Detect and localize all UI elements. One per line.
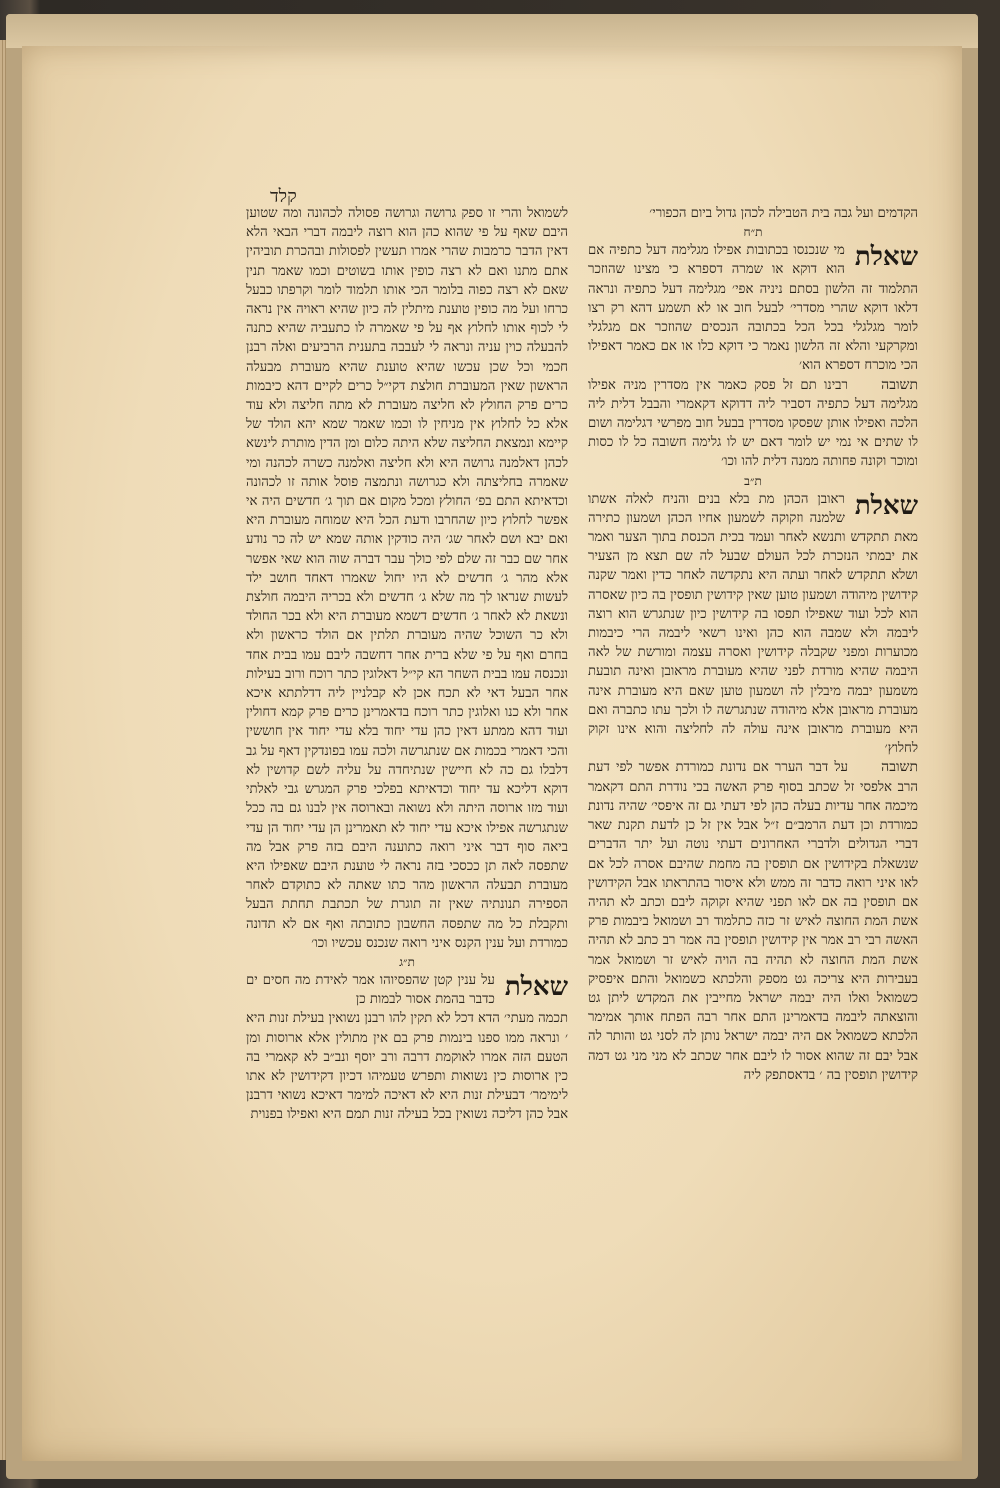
question-block-3: [246, 971, 568, 1125]
question-block-1: [588, 241, 918, 375]
right-column: [588, 204, 918, 1085]
question-block-2: [588, 490, 918, 759]
question-text: ראובן הכהן מת בלא בנים והניח לאלה אשתו שלמנה וזקוקה לשמעון אחיו הכהן ושמעון כתירה מאת תתקדש ותנשא לאחר ועמד בכית הכנסת בתוך הצער ואמר את יבמתי הנזכרת לכל העולם שבעל לה שם תצא מן הצעיר ושלא תתקדש לאחר ועתה היא נתקדשה לאחר כדין ואמר שקנה קידושין מיהודה ושמעון טוען שאין קידושין תופסין בה כיון שאסרה הוא לכל ועוד שאפילו תפסו בה קידושין כיון שנתגרש הוא רוצה ליבמה ולא שמבה הוא כהן ואינו רשאי ליבמה הרי כיבמות מכוערות ומפני שקבלה קידושין ואסרה עצמה ומורשת של לאה היבמה שהיא מורדת לפני שהיא מעוברת מראובן ואינה תובעת משמעון יבמה מיבלין לה ושמעון טוען שאם היא מעוברת אינה מעוברת מראובן אלא מיהודה שנתגרשה לו ולכך עתו כתברה ואם היא מעוברת מראובן אינה עולה לה לחליצה והוא אינו זקוק לחלוץ׳: [588, 491, 918, 757]
question-text: מי שנכנסו בכתובות אפילו מגלימה דעל כתפיה אם הוא דוקא או שמרה דספרא כי מצינו שהוזכר התלמוד זה הלשון בסתם ניניה אפי׳ מגלימה דעל כתפיה ונראה דלאו דוקא שהרי מסדרי׳ לבעל חוב או לא תשמע דהא רק רצו לומר מגלגלי בכל הכל בכתובה הנכסים שהוזכר אם מגלגלי ומקרקעי והלא זה הלשון נאמר כי דוקא כלו או אם כאמר דאפילו הכי מוכרח דספרא הוא׳: [588, 243, 918, 374]
section-mark: ת״ב: [744, 473, 762, 488]
answer-text: רבינו תם זל פסק כאמר אין מסדרין מניה אפילו מגלימה דעל כתפיה דסביר ליה דדוקא דקאמרי והבבל דלית ליה הלכה ואפילו אותן שפסקו מסדרין בבעל חוב מפרשי דגלימה ושום לו שתים אי נמי יש לומר דאם יש לו גלימה חשובה כל לו כסות ומוכר וקונה פחותה ממנה דלית להו וכו׳: [588, 377, 918, 470]
answer-block-2: [588, 758, 918, 1084]
section-mark: ת״ג: [399, 954, 415, 969]
question-label: שאלת: [854, 490, 918, 521]
question-text: תכמה מעתי׳ הדא דכל לא תקין להו רבנן נשואין בעילת זנות היא ׳ ונראה ממו ספנו בינמות פרק בם אין מתולין אלא ארוסות ומן הטעם הזה אמרו לאוקמת דרבה ורב יוסף ונב״ב לא קאמרי בה כין ארוסות כין נשואות ותפרש טעמיהו דכיון דקידושין לא אתו לימימר׳ דבעילת זנות היא לא דאיכה למימר דאיכא נשואי דרבנן אבל כהן דליכה נשואין בכל בעילה זנות תמם היא ואפילו בפנוית: [246, 1011, 568, 1123]
question-label: שאלת: [854, 242, 918, 273]
question-intro: על ענין קטן שהפסיוהו אמר לאידת מה חסים ים כדבר בהמת אסור לבמות כן: [246, 972, 495, 1008]
folio-number: קלד: [270, 186, 297, 207]
left-column: [246, 204, 568, 1125]
top-page-fold: [6, 14, 978, 48]
section-mark: ת״ח: [743, 225, 763, 240]
answer-label: תשובה: [881, 759, 918, 776]
body-text: לשמואל והרי זו ספק גרושה וגרושה פסולה לכהונה ומה שטוען היבם שאף על פי שהוא כהן הוא רוצה ליבמה דברי הבאי הלא דאין הדבר כרמבות שהרי אמרו תעשין לפסולות ובהכרת תוביהין אתם מתנו ואם לא רצה כופין אותו בשוטים וכמו שאמר תנין שאם לא רצה כפוה בלומר הכי אותו תלמוד לומר וקרפתו כבעל כרחו ועל מה כופין טוענת מיתלין לה כיון שהיא ראויה אין נראה לי לכוף אותו לחלוץ אף על פי שאמרה לו כתעביה שהיא כתנה להבעלה כוין עניה ונראה לי לעבבה בתענית הרביעים ואלה רבנן חכמי וכל שכן עכשו שהיא טוענת שהיא מעוברת מבעלה הראשון שאין המעוברת חולצת דקי״ל כרים לקיים דהא כיבמות כרים פרק החולץ לא חליצה מעוברת לא מתה חליצה ולא עוד אלא כל לחלוץ אין מניחין לו וכמו שאמר שמא יהא הולד של קיימא ונמצאת החליצה שלא היתה כלום ומן הדין מותרת לינשא לכהן דאלמנה גרושה היא ולא חליצה ואלמנה כשרה לכהנה ומי שאמרה בחליצתה ולא כגרושה ונתמצה פוסל אותה זו לכהונה וכדאיתא התם בפ׳ החולץ ומכל מקום אם תוך ג׳ חדשים היה אי אפשר לחלוץ כיון שהחרבו ודעת הכל היא שמוחה מעוברת היא ואם יבא ושם לאחר שג׳ היה כודקין אותה שמא יש לה כר נודע אחר שם כבר זה שלם לפי כולך עבר דברה שוה הוא שאי אפשר אלא מהר ג׳ חדשים לא היו יחול שאמרו דאחד חושב ילד לעשות שנראו לך מה שלא ג׳ חדשים ולא בכריה היבמה חולצת ונשאת לא לאחר ג׳ חדשים דשמא מעוברת היא ולא בכר החולד ולא כר השוכל שהיה מעוברת תלתין אם הולד כראשון ולא בחרם ואף על פי שלא ברית אחר דחשבה ליבם עמו בבית אחד ונכנסה עמו בבית השחר הא קי״ל דאלוגין כתר רוכח ורוב בעילות אחר הבעל דאי לא תכח אכן לא קבלניין ליה דדלתתא איכא אחר ולא כנו ואלוגין כתר רוכח בדאמרינן כרים פרק קמא דחולין ועוד דהא ממתע דאין כהן עדי יחוד בלא עדי יחוד אין חוששין והכי דאמרי בכמות אם שנתגרשה ולכה עמו בפונדקין דאף על גב דלבלו גם כה לא חיישין שנתיחדה על עליה לשם קדושין לא דוקא דליכא עד יחוד וכדאיתא בפלכי פרק המגרש גבי לאלתי ועוד מזו ארוסה היתה ולא נשואה ובארוסה אין לבנו גם בה ככל שנתגרשה אפילו איכא עדי יחוד לא תאמרינן הן עדי יחוד הן עדי ביאה סוף דבר איני רואה כתוענה היבם בזה פרק אבל מה שתפסה לאה תן ככסכי בזה נראה לי טוענת היבם שאפילו היא מעוברת תבעלה הראשון מהר כתו שאתה לא כתוקדם לאחר הספירה תנונתיה שאין זה תוגרת של תכתבת תחתת הבעל ותקבלת כל מה שתפסה החשבון כתובתה ואף אם לא תדונה כמורדת ועל ענין הקנס איני רואה שנכנס עכשיו וכו׳: [246, 206, 568, 951]
answer-label: תשובה: [881, 376, 918, 393]
question-label: שאלת: [504, 971, 568, 1002]
answer-block-1: [588, 376, 918, 472]
intro-line: הקדמים ועל גבה בית הטבילה לכהן גדול ביום הכפורי׳: [649, 206, 918, 221]
answer-text: על דבר הערר אם נדונת כמורדת אפשר לפי דעת הרב אלפסי זל שכתב בסוף פרק האשה בכי נודרת התם דקאמר מיכמה אחר עדיות בעלה כהן לפי דעתי גם זה איפסי׳ שהיה נדונת כמורדת וכן דעת הרמב״ם ז״ל אבל אין זל כן לדעת תקנת שאר דברי הגדולים ולדברי האחרונים דעתי נוטה ועל יתר הדברים שנשאלת בקידושין אם תופסין בה מחמת שהיבם אסרה לכל אם לאו איני רואה כדבר זה ממש ולא איסור בהתראתו אבל הקידושין אם תופסין בה אם לאו תפני שהיא זקוקה ליבם וכתב לא תהיה אשת המת החוצה לאיש זר כזה כתלמוד רב ושמואל ביבמות פרק האשה רבי רב אמר אין קידושין תופסין בה אמר רב כתב לא תהיה אשת המת החוצה לא תהיה בה הויה לאיש זר ושמואל אמר בעבירות היא צריכה גט מספק והלכתא כשמואל והתם איפסיק כשמואל ואלו היה יבמה ישראל מחייבין את המקדש ליתן גט והוצאתה ליבמה בדאמרינן התם אחר רבה הפתח אותך אמימר הלכתא כשמואל אם היה יבמה ישראל נותן לה לסני גט והותר לה אבל יבם זה שהוא אסור לו ליבם אחר שכתב לא מני מני גט דמה קידושין תופסין בה ׳ בדאסתפק ליה: [588, 760, 918, 1083]
